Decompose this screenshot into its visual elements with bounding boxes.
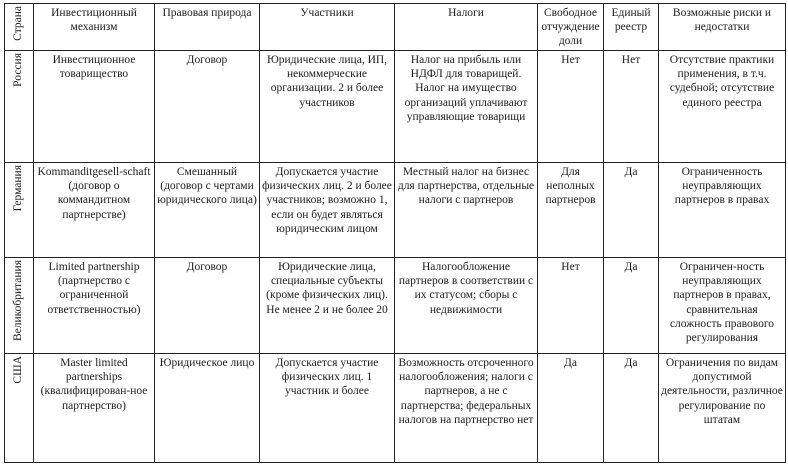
cell-legal-nature: Договор [155, 51, 260, 163]
cell-risks: Ограничения по видам допустимой деятельности, различное регулирование по штатам [659, 354, 786, 463]
cell-taxes: Возможность отсроченного налогообложения; налоги с партнеров, а не с партнерства; федеральных налогов на партнерство нет [395, 354, 538, 463]
cell-legal-nature: Смешанный (договор с чертами юридического лица) [155, 163, 260, 258]
cell-mechanism: Limited partnership (партнерство с ограниченной ответственностью) [34, 258, 155, 354]
country-cell-russia [5, 51, 34, 163]
cell-mechanism: Kommanditgesell-schaft (договор о коммандитном партнерстве) [34, 163, 155, 258]
cell-unified-register: Да [604, 258, 659, 354]
country-cell-uk [5, 258, 34, 354]
cell-risks: Ограниченность неуправляющих партнеров в правах [659, 163, 786, 258]
table-row-uk [5, 258, 786, 354]
header-participants: Участники [260, 4, 395, 51]
header-unified-register: Единый реестр [604, 4, 659, 51]
table-header-row [5, 4, 786, 51]
cell-taxes: Налог на прибыль или НДФЛ для товарищей. Налог на имущество организаций уплачивают управляющие товарищи [395, 51, 538, 163]
cell-unified-register: Да [604, 354, 659, 463]
country-label: США [12, 356, 25, 384]
header-taxes: Налоги [395, 4, 538, 51]
cell-legal-nature: Юридическое лицо [155, 354, 260, 463]
investment-mechanisms-table [4, 3, 786, 463]
table-row-usa [5, 354, 786, 463]
country-cell-germany [5, 163, 34, 258]
country-label: Великобритания [12, 260, 25, 342]
country-label: Россия [12, 53, 25, 87]
cell-unified-register: Нет [604, 51, 659, 163]
cell-mechanism: Инвестиционное товарищество [34, 51, 155, 163]
header-risks: Возможные риски и недостатки [659, 4, 786, 51]
header-legal-nature: Правовая природа [155, 4, 260, 51]
cell-risks: Ограничен-ность неуправляющих партнеров в правах, сравнительная сложность правового регулирования [659, 258, 786, 354]
table-row-russia [5, 51, 786, 163]
country-label: Германия [12, 165, 25, 212]
cell-taxes: Местный налог на бизнес для партнерства, отдельные налоги с партнеров [395, 163, 538, 258]
cell-participants: Допускается участие физических лиц. 2 и более участников; возможно 1, если он будет являться юридическим лицом [260, 163, 395, 258]
cell-free-alienation: Нет [538, 51, 604, 163]
cell-legal-nature: Договор [155, 258, 260, 354]
header-mechanism: Инвестиционный механизм [34, 4, 155, 51]
cell-taxes: Налогообложение партнеров в соответствии с их статусом; сборы с недвижимости [395, 258, 538, 354]
cell-free-alienation: Нет [538, 258, 604, 354]
cell-mechanism: Master limited partnerships (квалифицирован-ное партнерство) [34, 354, 155, 463]
cell-free-alienation: Для неполных партнеров [538, 163, 604, 258]
country-cell-usa [5, 354, 34, 463]
cell-participants: Юридические лица, ИП, некоммерческие организации. 2 и более участников [260, 51, 395, 163]
cell-participants: Допускается участие физических лиц. 1 участник и более [260, 354, 395, 463]
cell-participants: Юридические лица, специальные субъекты (кроме физических лиц). Не менее 2 и не более 20 [260, 258, 395, 354]
header-country [5, 4, 34, 51]
cell-risks: Отсутствие практики применения, в т.ч. судебной; отсутствие единого реестра [659, 51, 786, 163]
header-country-label: Страна [12, 6, 25, 41]
cell-unified-register: Да [604, 163, 659, 258]
table-row-germany [5, 163, 786, 258]
header-free-alienation: Свободное отчуждение доли [538, 4, 604, 51]
comparison-table-container [4, 3, 786, 463]
cell-free-alienation: Да [538, 354, 604, 463]
